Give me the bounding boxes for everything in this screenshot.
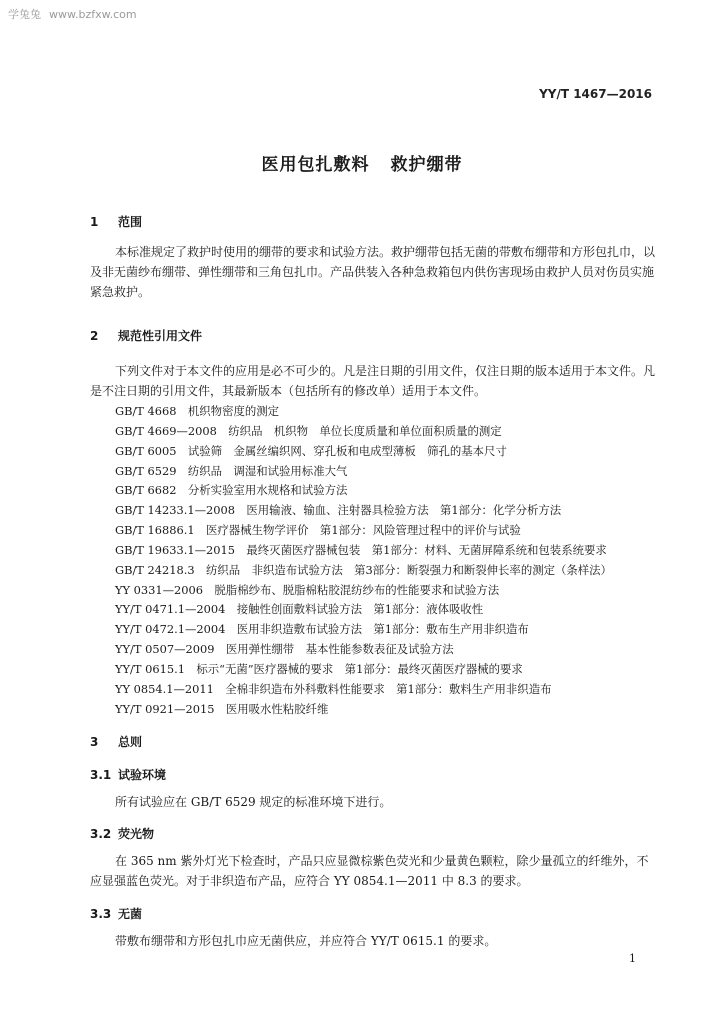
scope-paragraph: 本标准规定了救护时使用的绷带的要求和试验方法。救护绷带包括无菌的带敷布绷带和方形包扎巾，以及非无菌纱布绷带、弹性绷带和三角包扎巾。产品供装入各种急救箱包内供伤害现场由救护人员对伤员实施紧急救护。	[90, 245, 656, 299]
watermark-site-url: www.bzfxw.com	[49, 8, 137, 21]
section-number: 2	[90, 329, 99, 343]
subsection-heading-3-2	[90, 825, 154, 842]
reference-item: GB/T 16886.1 医疗器械生物学评价 第1部分：风险管理过程中的评价与试验	[115, 523, 521, 538]
reference-item: YY 0854.1—2011 全棉非织造布外科敷料性能要求 第1部分：敷料生产用非织造布	[115, 681, 552, 696]
subsection-title: 无菌	[118, 907, 143, 921]
subsection-heading-3-3	[90, 905, 142, 922]
watermark	[8, 6, 145, 22]
fluorescence-paragraph: 在 365 nm 紫外灯光下检查时，产品只应显微棕紫色荧光和少量黄色颗粒，除少量孤立的纤维外，不应显强蓝色荧光。对于非织造布产品，应符合 YY 0854.1—2011 中 8.3 的要求。	[90, 854, 649, 888]
standard-code: YY/T 1467—2016	[539, 87, 652, 101]
page-number: 1	[629, 952, 636, 965]
reference-item: GB/T 4669—2008 纺织品 机织物 单位长度质量和单位面积质量的测定	[115, 423, 502, 438]
section-number: 3	[90, 735, 99, 749]
reference-item: YY 0331—2006 脱脂棉纱布、脱脂棉粘胶混纺纱布的性能要求和试验方法	[115, 582, 500, 597]
sterile-paragraph: 带敷布绷带和方形包扎巾应无菌供应，并应符合 YY/T 0615.1 的要求。	[115, 934, 497, 948]
reference-item: GB/T 4668 机织物密度的测定	[115, 404, 280, 418]
references-intro-paragraph: 下列文件对于本文件的应用是必不可少的。凡是注日期的引用文件，仅注日期的版本适用于本文件。凡是不注日期的引用文件，其最新版本（包括所有的修改单）适用于本文件。	[90, 364, 656, 398]
section-title: 总则	[118, 735, 143, 749]
section-number: 1	[90, 215, 99, 229]
normative-references-list	[115, 402, 675, 720]
reference-item: GB/T 6005 试验筛 金属丝编织网、穿孔板和电成型薄板 筛孔的基本尺寸	[115, 443, 507, 458]
reference-item: GB/T 19633.1—2015 最终灭菌医疗器械包装 第1部分：材料、无菌屏障系统和包装系统要求	[115, 542, 607, 557]
subsection-title: 试验环境	[118, 768, 167, 782]
section-heading-3	[90, 733, 142, 750]
subsection-title: 荧光物	[118, 827, 155, 841]
reference-item: GB/T 14233.1—2008 医用输液、输血、注射器具检验方法 第1部分：化学分析方法	[115, 503, 562, 518]
test-environment-paragraph: 所有试验应在 GB/T 6529 规定的标准环境下进行。	[115, 795, 392, 809]
reference-item: GB/T 24218.3 纺织品 非织造布试验方法 第3部分：断裂强力和断裂伸长率的测定（条样法）	[115, 562, 612, 577]
reference-item: GB/T 6682 分析实验室用水规格和试验方法	[115, 483, 348, 498]
reference-item: YY/T 0615.1 标示“无菌”医疗器械的要求 第1部分：最终灭菌医疗器械的要求	[115, 661, 523, 676]
reference-item: YY/T 0472.1—2004 医用非织造敷布试验方法 第1部分：敷布生产用非织造布	[115, 622, 529, 637]
section-heading-1	[90, 213, 142, 230]
subsection-number: 3.1	[90, 768, 112, 782]
watermark-site-name: 学兔兔	[8, 8, 41, 21]
reference-item: YY/T 0471.1—2004 接触性创面敷料试验方法 第1部分：液体吸收性	[115, 602, 484, 617]
subsection-number: 3.2	[90, 827, 112, 841]
section-title: 规范性引用文件	[118, 329, 203, 343]
section-title: 范围	[118, 215, 143, 229]
document-title: 医用包扎敷料 救护绷带	[261, 155, 463, 175]
reference-item: YY/T 0921—2015 医用吸水性粘胶纤维	[115, 701, 329, 716]
reference-item: GB/T 6529 纺织品 调湿和试验用标准大气	[115, 463, 348, 478]
section-heading-2	[90, 327, 202, 344]
subsection-number: 3.3	[90, 907, 112, 921]
subsection-heading-3-1	[90, 766, 166, 783]
reference-item: YY/T 0507—2009 医用弹性绷带 基本性能参数表征及试验方法	[115, 642, 454, 657]
